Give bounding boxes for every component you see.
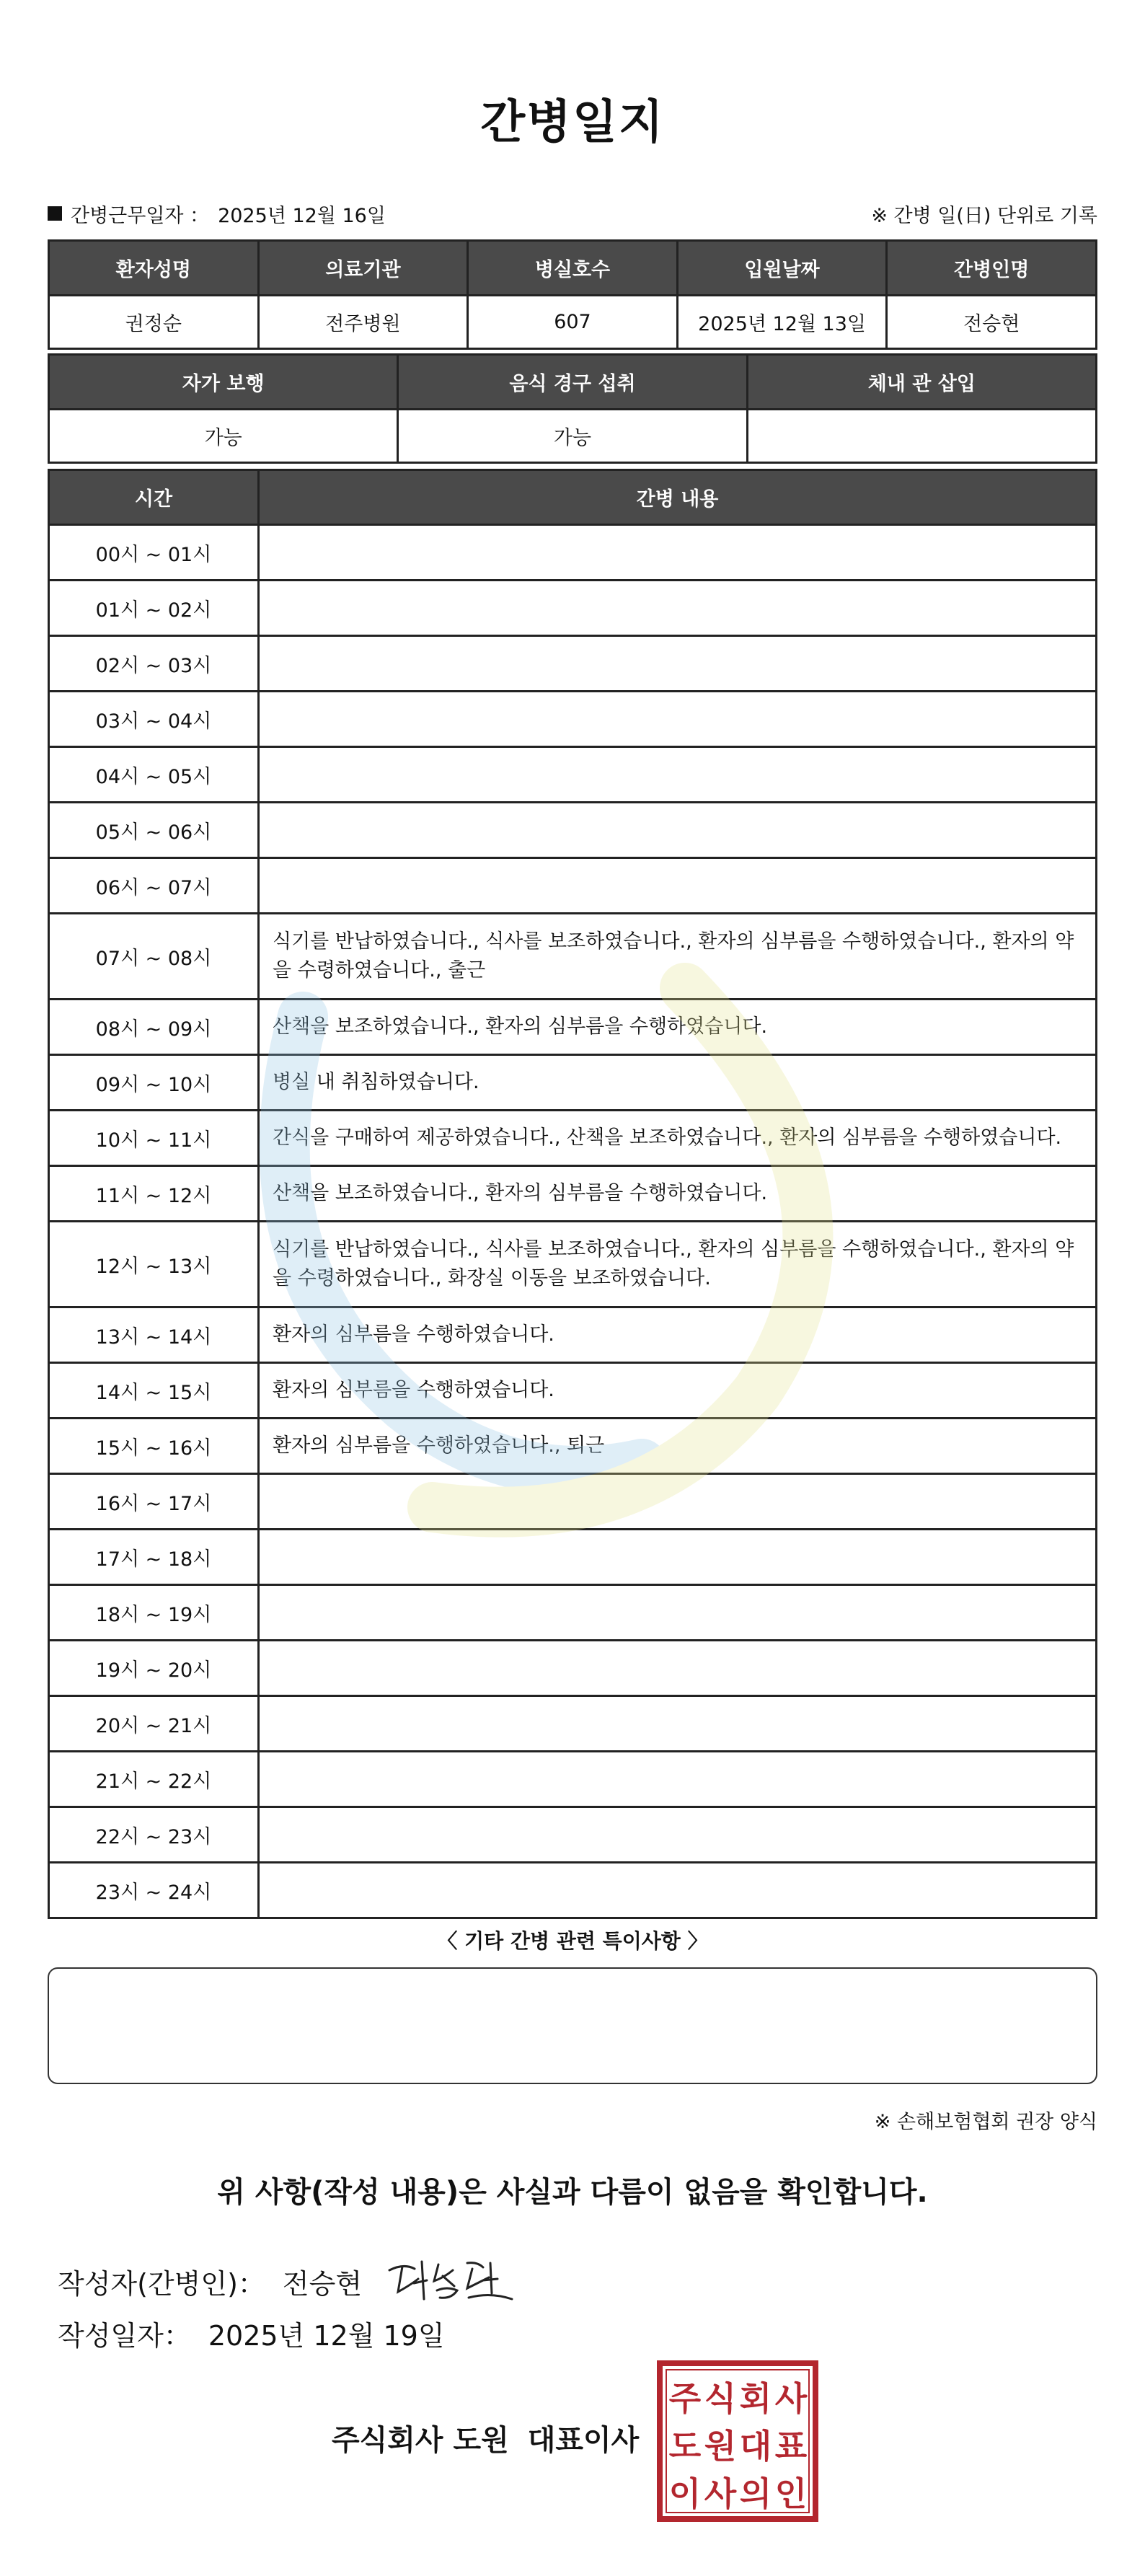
self-walking-value: 가능 [49, 410, 398, 463]
log-content: 간식을 구매하여 제공하였습니다., 산책을 보조하였습니다., 환자의 심부름을 수행하였습니다. [259, 1111, 1097, 1166]
table-row [49, 1474, 1097, 1530]
table-row [49, 1807, 1097, 1863]
table-row [49, 1055, 1097, 1111]
status-value-row [49, 410, 1097, 463]
record-unit-note: ※ 간병 일(日) 단위로 기록 [871, 204, 1097, 227]
author-row [58, 2249, 519, 2313]
seal-glyph: 인 [774, 2474, 808, 2513]
seal-glyph: 회 [739, 2379, 772, 2418]
log-time: 04시 ~ 05시 [49, 747, 259, 803]
caregiver-name: 전승현 [887, 296, 1097, 349]
log-content [259, 1641, 1097, 1696]
seal-glyph: 식 [704, 2379, 737, 2418]
status-header-row [49, 355, 1097, 410]
table-row [49, 858, 1097, 914]
table-row [49, 1307, 1097, 1363]
log-content [259, 858, 1097, 914]
table-row [49, 803, 1097, 858]
log-content [259, 525, 1097, 581]
header-room: 병실호수 [468, 241, 678, 296]
header-self-walking: 자가 보행 [49, 355, 398, 410]
company-row [332, 2417, 639, 2458]
square-bullet-icon [48, 206, 62, 221]
log-time: 21시 ~ 22시 [49, 1752, 259, 1807]
log-time: 13시 ~ 14시 [49, 1307, 259, 1363]
log-time: 14시 ~ 15시 [49, 1363, 259, 1419]
table-row [49, 581, 1097, 636]
seal-glyph: 주 [668, 2379, 702, 2418]
patient-info-table [48, 239, 1097, 350]
log-time: 19시 ~ 20시 [49, 1641, 259, 1696]
log-time: 10시 ~ 11시 [49, 1111, 259, 1166]
document-title: 간병일지 [480, 96, 665, 149]
log-content [259, 1863, 1097, 1918]
author-label: 작성자(간병인)： [58, 2267, 265, 2300]
info-header-row [49, 241, 1097, 296]
header-care-content: 간병 내용 [259, 470, 1097, 525]
log-time: 12시 ~ 13시 [49, 1222, 259, 1307]
log-content [259, 1696, 1097, 1752]
table-row [49, 1641, 1097, 1696]
log-content [259, 581, 1097, 636]
written-date-row [58, 2313, 445, 2353]
log-time: 16시 ~ 17시 [49, 1474, 259, 1530]
log-time: 20시 ~ 21시 [49, 1696, 259, 1752]
log-content [259, 747, 1097, 803]
log-content [259, 1807, 1097, 1863]
special-notes-box [48, 1967, 1097, 2084]
company-role: 대표이사 [527, 2424, 640, 2457]
header-admission-date: 입원날짜 [677, 241, 887, 296]
confirmation-statement: 위 사항(작성 내용)은 사실과 다름이 없음을 확인합니다. [217, 2176, 928, 2209]
seal-glyph: 표 [774, 2427, 808, 2466]
hourly-care-log-table [48, 469, 1097, 1919]
log-content [259, 1585, 1097, 1641]
log-content: 환자의 심부름을 수행하였습니다. [259, 1307, 1097, 1363]
log-content: 병실 내 취침하였습니다. [259, 1055, 1097, 1111]
header-caregiver: 간병인명 [887, 241, 1097, 296]
seal-glyph: 도 [668, 2427, 702, 2466]
log-time: 17시 ~ 18시 [49, 1530, 259, 1585]
work-date-label: 간병근무일자 ： [71, 204, 210, 227]
log-content: 환자의 심부름을 수행하였습니다., 퇴근 [259, 1419, 1097, 1474]
table-row [49, 1000, 1097, 1055]
notes-heading: 〈 기타 간병 관련 특이사항 〉 [437, 1929, 708, 1953]
meta-row [48, 199, 1097, 228]
log-time: 11시 ~ 12시 [49, 1166, 259, 1222]
log-time: 01시 ~ 02시 [49, 581, 259, 636]
header-time: 시간 [49, 470, 259, 525]
table-row [49, 1585, 1097, 1641]
header-hospital: 의료기관 [258, 241, 468, 296]
table-row [49, 1530, 1097, 1585]
table-row [49, 1752, 1097, 1807]
log-header-row [49, 470, 1097, 525]
log-content [259, 1474, 1097, 1530]
log-body [49, 525, 1097, 1918]
log-time: 15시 ~ 16시 [49, 1419, 259, 1474]
log-time: 18시 ~ 19시 [49, 1585, 259, 1641]
seal-glyph: 대 [739, 2427, 772, 2466]
log-content: 산책을 보조하였습니다., 환자의 심부름을 수행하였습니다. [259, 1166, 1097, 1222]
log-time: 00시 ~ 01시 [49, 525, 259, 581]
log-time: 23시 ~ 24시 [49, 1863, 259, 1918]
seal-glyph: 이 [668, 2474, 702, 2513]
company-seal-icon [656, 2360, 819, 2523]
log-content: 식기를 반납하였습니다., 식사를 보조하였습니다., 환자의 심부름을 수행하였습니다., 환자의 약을 수령하였습니다., 출근 [259, 914, 1097, 1000]
log-time: 08시 ~ 09시 [49, 1000, 259, 1055]
log-content [259, 636, 1097, 692]
log-content: 환자의 심부름을 수행하였습니다. [259, 1363, 1097, 1419]
log-time: 03시 ~ 04시 [49, 692, 259, 747]
admission-date: 2025년 12월 13일 [677, 296, 887, 349]
table-row [49, 1419, 1097, 1474]
seal-glyph: 사 [704, 2474, 737, 2513]
room-number: 607 [468, 296, 678, 349]
work-date [48, 200, 386, 228]
seal-glyph: 의 [739, 2474, 772, 2513]
table-row [49, 692, 1097, 747]
table-row [49, 1696, 1097, 1752]
table-row [49, 1222, 1097, 1307]
written-date-label: 작성일자： [58, 2320, 191, 2352]
log-content: 산책을 보조하였습니다., 환자의 심부름을 수행하였습니다. [259, 1000, 1097, 1055]
table-row [49, 1363, 1097, 1419]
patient-name: 권정순 [49, 296, 259, 349]
table-row [49, 1166, 1097, 1222]
log-time: 02시 ~ 03시 [49, 636, 259, 692]
log-time: 05시 ~ 06시 [49, 803, 259, 858]
seal-glyph: 원 [704, 2427, 737, 2466]
seal-glyph: 사 [774, 2379, 808, 2418]
tube-insertion-value [747, 410, 1096, 463]
log-content: 식기를 반납하였습니다., 식사를 보조하였습니다., 환자의 심부름을 수행하였습니다., 환자의 약을 수령하였습니다., 화장실 이동을 보조하였습니다. [259, 1222, 1097, 1307]
log-content [259, 1530, 1097, 1585]
table-row [49, 1111, 1097, 1166]
log-content [259, 692, 1097, 747]
log-content [259, 1752, 1097, 1807]
log-time: 06시 ~ 07시 [49, 858, 259, 914]
header-patient-name: 환자성명 [49, 241, 259, 296]
log-time: 22시 ~ 23시 [49, 1807, 259, 1863]
table-row [49, 1863, 1097, 1918]
log-time: 07시 ~ 08시 [49, 914, 259, 1000]
hospital-name: 전주병원 [258, 296, 468, 349]
table-row [49, 636, 1097, 692]
table-row [49, 747, 1097, 803]
info-value-row [49, 296, 1097, 349]
author-name: 전승현 [282, 2267, 363, 2300]
written-date-value: 2025년 12월 19일 [208, 2320, 445, 2352]
log-time: 09시 ~ 10시 [49, 1055, 259, 1111]
patient-status-table [48, 353, 1097, 464]
recommended-form-note: ※ 손해보험협회 권장 양식 [874, 2111, 1097, 2133]
table-row [49, 525, 1097, 581]
company-name: 주식회사 도원 [332, 2424, 509, 2457]
header-tube-insertion: 체내 관 삽입 [747, 355, 1096, 410]
log-content [259, 803, 1097, 858]
table-row [49, 914, 1097, 1000]
header-oral-intake: 음식 경구 섭취 [398, 355, 747, 410]
oral-intake-value: 가능 [398, 410, 747, 463]
handwritten-signature-icon [382, 2249, 519, 2313]
work-date-value: 2025년 12월 16일 [218, 204, 386, 227]
